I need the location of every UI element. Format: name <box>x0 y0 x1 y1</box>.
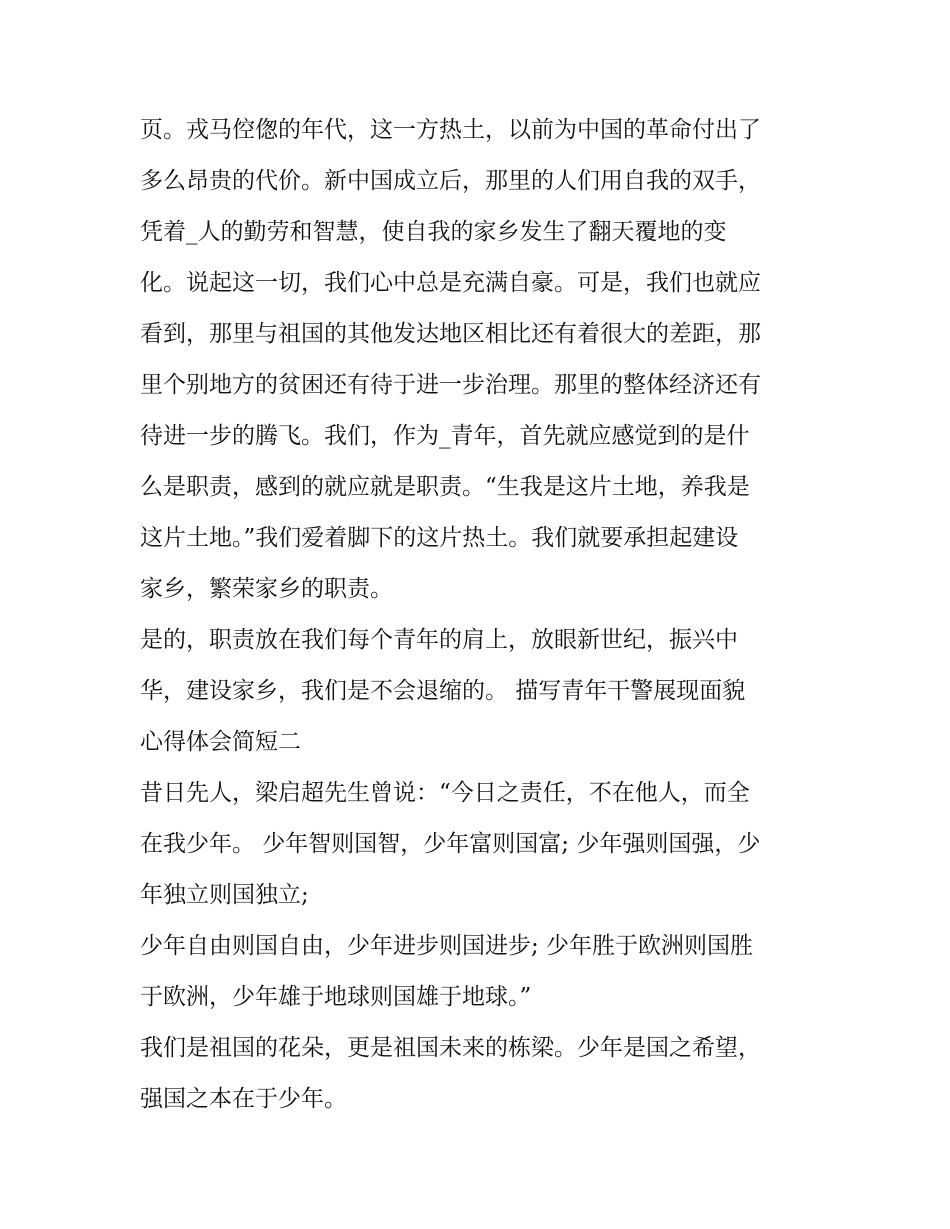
text-line: 里个别地方的贫困还有待于进一步治理。那里的整体经济还有 <box>140 372 761 398</box>
text-line: 看到，那里与祖国的其他发达地区相比还有着很大的差距，那 <box>140 321 761 347</box>
text-line: 在我少年。 少年智则国智，少年富则国富; 少年强则国强，少 <box>140 831 761 857</box>
section-heading-line: 心得体会简短二 <box>140 729 301 755</box>
text-line: 少年自由则国自由，少年进步则国进步; 少年胜于欧洲则国胜 <box>140 933 754 959</box>
text-line: 强国之本在于少年。 <box>140 1086 347 1112</box>
text-line: 昔日先人，梁启超先生曾说：“今日之责任，不在他人，而全 <box>140 780 750 806</box>
text-line: 化。说起这一切，我们心中总是充满自豪。可是，我们也就应 <box>140 270 761 296</box>
text-line: 华，建设家乡，我们是不会退缩的。 描写青年干警展现面貌 <box>140 678 746 704</box>
text-line: 这片土地。”我们爱着脚下的这片热土。我们就要承担起建设 <box>140 525 739 551</box>
text-line: 凭着_人的勤劳和智慧，使自我的家乡发生了翻天覆地的变 <box>140 219 727 245</box>
text-line: 年独立则国独立; <box>140 882 309 908</box>
document-body <box>140 105 820 1125</box>
text-line: 多么昂贵的代价。新中国成立后，那里的人们用自我的双手， <box>140 168 761 194</box>
text-line: 我们是祖国的花朵，更是祖国未来的栋梁。少年是国之希望， <box>140 1035 761 1061</box>
text-line: 页。戎马倥偬的年代，这一方热土，以前为中国的革命付出了 <box>140 117 761 143</box>
text-line: 么是职责，感到的就应就是职责。“生我是这片土地，养我是 <box>140 474 750 500</box>
text-line: 家乡，繁荣家乡的职责。 <box>140 576 393 602</box>
text-line: 于欧洲，少年雄于地球则国雄于地球。” <box>140 984 532 1010</box>
text-line: 待进一步的腾飞。我们，作为_青年，首先就应感觉到的是什 <box>140 423 750 449</box>
text-line: 是的，职责放在我们每个青年的肩上，放眼新世纪，振兴中 <box>140 627 738 653</box>
